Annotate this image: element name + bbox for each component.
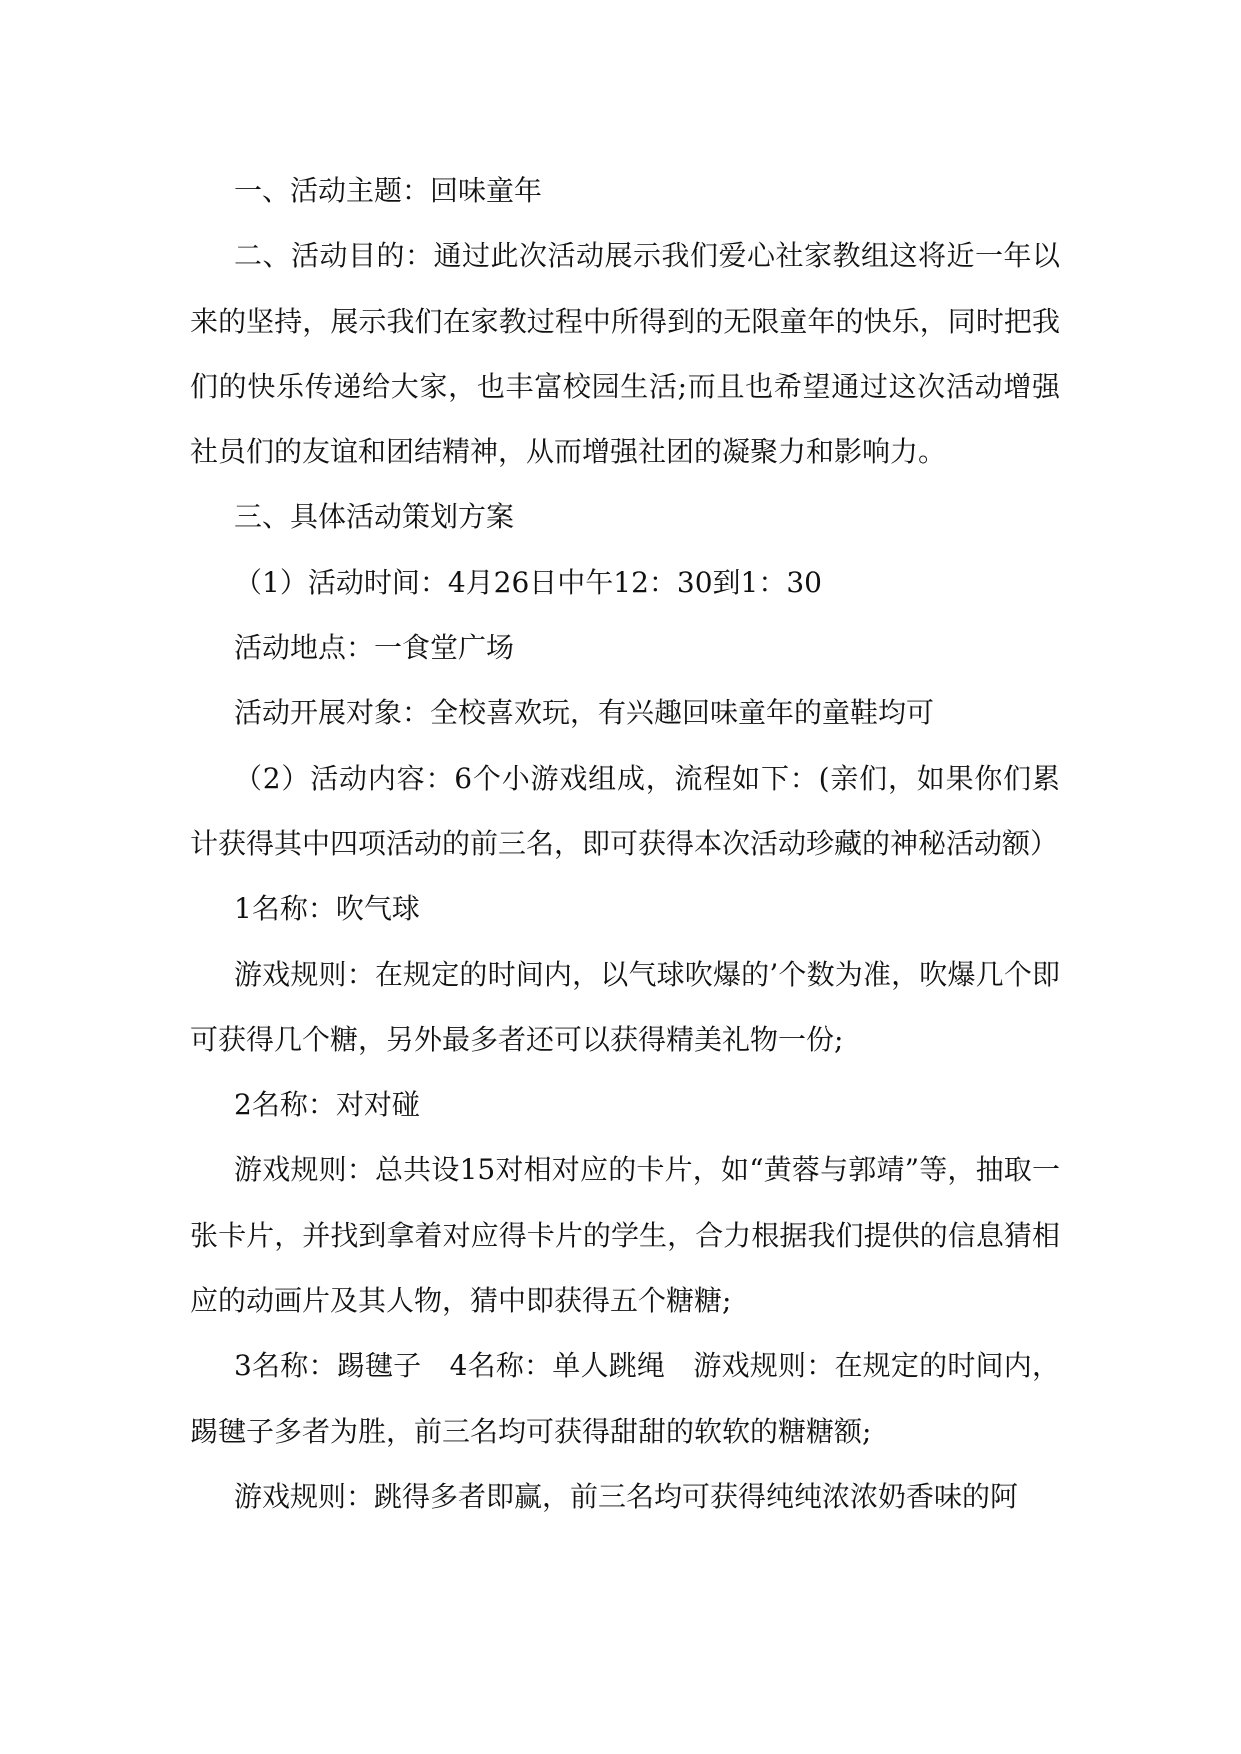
paragraph-activity-audience: 活动开展对象：全校喜欢玩，有兴趣回味童年的童鞋均可 [234, 696, 935, 730]
section-heading-theme: 一、活动主题：回味童年 [234, 174, 543, 207]
paragraph-activity-location: 活动地点：一食堂广场 [234, 631, 515, 665]
paragraph-purpose: 二、活动目的：通过此次活动展示我们爱心社家教组这将近一年以来的坚持，展示我们在家教过程中所得到的无限童年的快乐，同时把我们的快乐传递给大家，也丰富校园生活;而且也希望通过这次活动增强社员们的友谊和团结精神，从而增强社团的凝聚力和影响力。 [190, 239, 1060, 469]
game-4-rules: 游戏规则：跳得多者即赢，前三名均可获得纯纯浓浓奶香味的阿 [234, 1479, 1019, 1513]
paragraph-activity-time: （1）活动时间：4月26日中午12：30到1：30 [234, 565, 822, 599]
section-heading-plan: 三、具体活动策划方案 [234, 500, 515, 534]
game-1-name: 1名称：吹气球 [234, 892, 420, 926]
game-2-name: 2名称：对对碰 [234, 1088, 420, 1122]
game-2-rules: 游戏规则：总共设15对相对应的卡片，如“黄蓉与郭靖”等，抽取一张卡片，并找到拿着对应得卡片的学生，合力根据我们提供的信息猜相应的动画片及其人物，猜中即获得五个糖糖; [190, 1153, 1060, 1318]
document-body [190, 158, 1060, 1529]
game-3-4-names-rules: 3名称：踢毽子 4名称：单人跳绳 游戏规则：在规定的时间内，踢毽子多者为胜，前三名均可获得甜甜的软软的糖糖额; [190, 1349, 1060, 1448]
paragraph-activity-content: （2）活动内容：6个小游戏组成，流程如下：(亲们，如果你们累计获得其中四项活动的前三名，即可获得本次活动珍藏的神秘活动额） [190, 761, 1060, 860]
game-1-rules: 游戏规则：在规定的时间内，以气球吹爆的’个数为准，吹爆几个即可获得几个糖，另外最多者还可以获得精美礼物一份; [190, 957, 1060, 1056]
